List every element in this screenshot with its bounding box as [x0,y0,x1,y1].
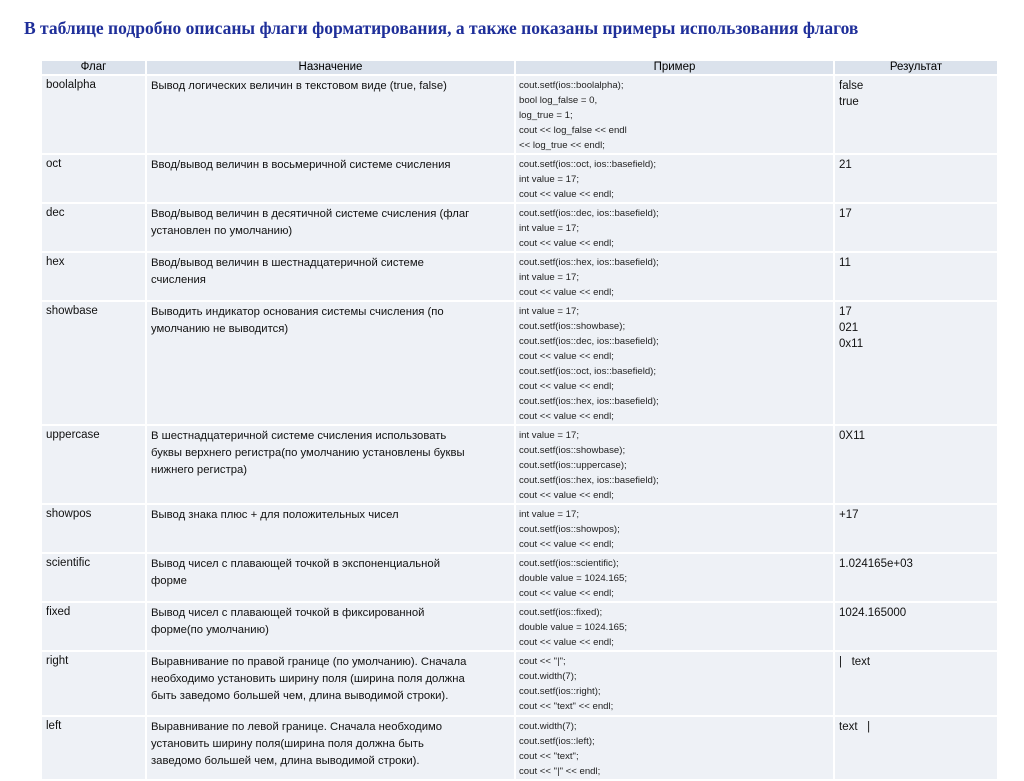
example-line: log_true = 1; [519,110,573,121]
flag-cell: boolalpha [42,76,145,153]
example-line: cout.setf(ios::dec, ios::basefield); [519,208,659,219]
purpose-line: счисления [151,274,206,286]
example-line: cout << value << endl; [519,381,614,392]
example-line: double value = 1024.165; [519,622,628,633]
table-row [42,652,997,715]
purpose-cell [147,155,514,202]
header-example: Пример [516,61,833,74]
example-line: cout << value << endl; [519,238,614,249]
result-line: 17 [839,306,852,318]
example-cell [516,652,833,715]
example-line: cout.setf(ios::oct, ios::basefield); [519,366,657,377]
table-row [42,76,997,153]
purpose-cell [147,717,514,779]
example-line: int value = 17; [519,306,580,317]
purpose-cell [147,554,514,601]
result-cell [835,253,997,300]
example-line: cout.setf(ios::showbase); [519,321,626,332]
example-cell [516,603,833,650]
example-line: cout.width(7); [519,671,577,682]
example-cell [516,253,833,300]
example-line: cout << "|"; [519,656,566,667]
example-line: cout << log_false << endl [519,125,627,136]
purpose-cell [147,204,514,251]
example-line: cout << "|" << endl; [519,766,601,777]
header-purpose: Назначение [147,61,514,74]
example-cell [516,76,833,153]
purpose-cell [147,76,514,153]
table-row [42,426,997,503]
flag-cell: showbase [42,302,145,424]
example-line: cout.setf(ios::right); [519,686,601,697]
example-line: cout.setf(ios::showpos); [519,524,620,535]
purpose-line: В шестнадцатеричной системе счисления использовать [151,430,447,442]
example-line: double value = 1024.165; [519,573,628,584]
example-cell [516,505,833,552]
result-line: false [839,80,864,92]
table-row [42,505,997,552]
example-line: cout.setf(ios::dec, ios::basefield); [519,336,659,347]
flag-cell: dec [42,204,145,251]
example-line: cout << value << endl; [519,637,614,648]
table-header-row [42,61,997,74]
example-line: cout << value << endl; [519,189,614,200]
example-line: cout.setf(ios::left); [519,736,595,747]
purpose-line: необходимо установить ширину поля (ширина поля должна [151,673,465,685]
purpose-cell [147,505,514,552]
result-line: 21 [839,159,852,171]
result-line: 0X11 [839,430,866,442]
purpose-line: Вывод логических величин в текстовом виде (true, false) [151,80,447,92]
purpose-cell [147,603,514,650]
result-cell [835,603,997,650]
result-line: 1.024165e+03 [839,558,913,570]
purpose-cell [147,652,514,715]
flag-cell: uppercase [42,426,145,503]
result-cell [835,155,997,202]
table-row [42,302,997,424]
purpose-line: умолчанию не выводится) [151,323,289,335]
result-line: +17 [839,509,859,521]
result-line: 17 [839,208,852,220]
purpose-line: Ввод/вывод величин в шестнадцатеричной системе [151,257,424,269]
purpose-line: буквы верхнего регистра(по умолчанию установлены буквы [151,447,465,459]
purpose-line: Вывод знака плюс + для положительных чисел [151,509,399,521]
example-line: << log_true << endl; [519,140,605,151]
example-cell [516,717,833,779]
example-line: int value = 17; [519,509,580,520]
example-line: cout.setf(ios::oct, ios::basefield); [519,159,657,170]
example-line: cout.setf(ios::hex, ios::basefield); [519,475,659,486]
example-cell [516,155,833,202]
purpose-line: Выводить индикатор основания системы счисления (по [151,306,444,318]
example-line: cout << value << endl; [519,411,614,422]
example-cell [516,426,833,503]
example-line: int value = 17; [519,174,580,185]
example-line: cout << value << endl; [519,588,614,599]
table-row [42,155,997,202]
result-cell [835,505,997,552]
result-cell [835,652,997,715]
example-line: cout << "text"; [519,751,579,762]
example-cell [516,554,833,601]
flag-cell: right [42,652,145,715]
result-cell [835,204,997,251]
example-cell [516,204,833,251]
example-line: cout << value << endl; [519,539,614,550]
example-line: int value = 17; [519,223,580,234]
example-line: int value = 17; [519,272,580,283]
example-line: int value = 17; [519,430,580,441]
example-line: cout.setf(ios::scientific); [519,558,619,569]
result-line: | text [839,656,871,668]
example-line: cout << value << endl; [519,351,614,362]
purpose-line: установлен по умолчанию) [151,225,293,237]
purpose-line: Вывод чисел с плавающей точкой в фиксированной [151,607,425,619]
table-row [42,717,997,779]
flag-cell: showpos [42,505,145,552]
purpose-line: заведомо большей чем, длина выводимой строки). [151,755,420,767]
result-line: 0x11 [839,338,864,350]
table-row [42,253,997,300]
purpose-line: Выравнивание по правой границе (по умолчанию). Сначала [151,656,467,668]
result-line: 11 [839,257,851,269]
result-cell [835,554,997,601]
page-title: В таблице подробно описаны флаги форматирования, а также показаны примеры использования флагов [24,18,859,38]
result-line: true [839,96,859,108]
result-line: text | [839,721,871,733]
purpose-line: нижнего регистра) [151,464,248,476]
result-line: 021 [839,322,859,334]
example-line: cout.setf(ios::fixed); [519,607,603,618]
purpose-line: Ввод/вывод величин в десятичной системе счисления (флаг [151,208,470,220]
purpose-line: Вывод чисел с плавающей точкой в экспоненциальной [151,558,441,570]
example-line: bool log_false = 0, [519,95,598,106]
result-cell [835,76,997,153]
header-flag: Флаг [42,61,145,74]
example-cell [516,302,833,424]
flag-cell: left [42,717,145,779]
table-row [42,554,997,601]
example-line: cout.setf(ios::boolalpha); [519,80,624,91]
purpose-line: Выравнивание по левой границе. Сначала необходимо [151,721,443,733]
result-cell [835,426,997,503]
purpose-line: форме(по умолчанию) [151,624,269,636]
flag-cell: fixed [42,603,145,650]
purpose-line: установить ширину поля(ширина поля должна быть [151,738,424,750]
result-cell [835,302,997,424]
purpose-line: форме [151,575,187,587]
example-line: cout.width(7); [519,721,577,732]
flag-cell: hex [42,253,145,300]
example-line: cout << value << endl; [519,490,614,501]
purpose-cell [147,302,514,424]
example-line: cout.setf(ios::hex, ios::basefield); [519,257,659,268]
example-line: cout.setf(ios::uppercase); [519,460,627,471]
example-line: cout.setf(ios::hex, ios::basefield); [519,396,659,407]
flags-table [40,59,999,781]
purpose-cell [147,253,514,300]
purpose-line: быть заведомо большей чем, длина выводимой строки). [151,690,449,702]
example-line: cout << value << endl; [519,287,614,298]
example-line: cout.setf(ios::showbase); [519,445,626,456]
table-row [42,603,997,650]
table-row [42,204,997,251]
flag-cell: oct [42,155,145,202]
result-cell [835,717,997,779]
purpose-line: Ввод/вывод величин в восьмеричной системе счисления [151,159,451,171]
result-line: 1024.165000 [839,607,907,619]
flag-cell: scientific [42,554,145,601]
example-line: cout << "text" << endl; [519,701,614,712]
purpose-cell [147,426,514,503]
header-result: Результат [835,61,997,74]
